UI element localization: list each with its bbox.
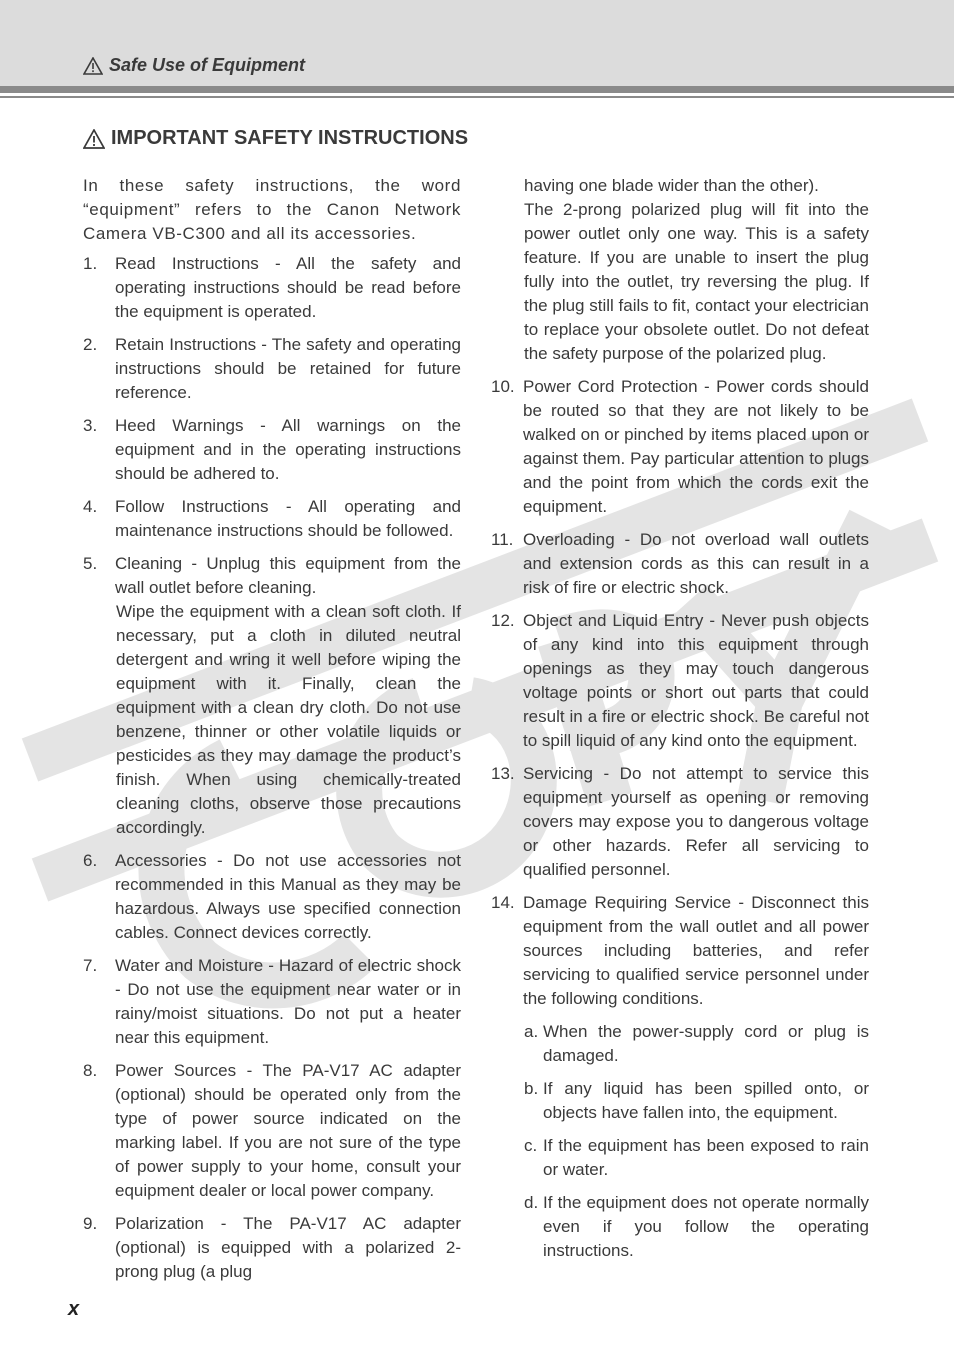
item-number: 3. [83, 416, 98, 435]
item-text: Polarization - The PA-V17 AC adapter (optional) is equipped with a polarized 2-prong plug (a plug [115, 1214, 461, 1281]
item-text: Power Sources - The PA-V17 AC adapter (optional) should be operated only from the type of power source indicated on the marking label. If you are not sure of the type of power supply to your home, consult your equipment dealer or local power company. [115, 1061, 461, 1200]
item-number: 12. [491, 611, 515, 630]
item-text: Object and Liquid Entry - Never push objects of any kind into this equipment through openings as they may touch dangerous voltage points or short out parts that could result in a fire or electric shock. Be careful not to spill liquid of any kind onto the equipment. [523, 611, 869, 750]
item-number: 9. [83, 1214, 98, 1233]
section-title-text: IMPORTANT SAFETY INSTRUCTIONS [111, 127, 469, 149]
item-number: 4. [83, 497, 98, 516]
list-item [83, 849, 461, 945]
sub-item-text: When the power-supply cord or plug is damaged. [543, 1022, 869, 1065]
sub-item-letter: c. [524, 1136, 538, 1155]
sub-list-item [524, 1191, 869, 1263]
left-column [83, 174, 461, 1293]
item-text: Follow Instructions - All operating and maintenance instructions should be followed. [115, 497, 461, 540]
sub-item-text: If any liquid has been spilled onto, or objects have fallen into, the equipment. [543, 1079, 869, 1122]
item-text: Heed Warnings - All warnings on the equipment and in the operating instructions should be adhered to. [115, 416, 461, 483]
item-number: 2. [83, 335, 98, 354]
item-text: Overloading - Do not overload wall outlets and extension cords as this can result in a risk of fire or electric shock. [523, 530, 869, 597]
list-item [83, 495, 461, 543]
item-continuation: having one blade wider than the other). [524, 176, 819, 195]
list-item [491, 891, 869, 1011]
item-text: Power Cord Protection - Power cords should be routed so that they are not likely to be walked on or pinched by items placed upon or against them. Pay particular attention to plugs and the point from which the cords exit the equipment. [523, 377, 869, 516]
section-title [83, 127, 468, 150]
list-item [83, 414, 461, 486]
item-text: Read Instructions - All the safety and operating instructions should be read before the equipment is operated. [115, 254, 461, 321]
list-item [491, 762, 869, 882]
header-title [83, 55, 305, 76]
list-item [83, 552, 461, 600]
item-continuation: The 2-prong polarized plug will fit into the power outlet only one way. This is a safety feature. If you are unable to insert the plug fully into the outlet, try reversing the plug. If the plug still fails to fit, contact your electrician to replace your obsolete outlet. Do not defeat the safety purpose of the polarized plug. [524, 200, 869, 363]
item-continuation: Wipe the equipment with a clean soft cloth. If necessary, put a cloth in diluted neutral detergent and wring it well before wiping the equipment with it. Finally, clean the equipment with a clean dry cloth. Do not use benzene, thinner or other volatile liquids or pesticides as they may damage the product’s finish. When using chemically-treated cleaning cloths, observe those precautions accordingly. [116, 602, 461, 837]
item-text: Water and Moisture - Hazard of electric shock - Do not use the equipment near water or in rainy/moist situations. Do not put a heater near this equipment. [115, 956, 461, 1047]
item-number: 7. [83, 956, 98, 975]
item-number: 11. [491, 530, 514, 549]
warning-triangle-icon [83, 129, 105, 149]
list-item [491, 375, 869, 519]
list-item [491, 609, 869, 753]
list-item [83, 1059, 461, 1203]
sub-list-item [524, 1134, 869, 1182]
sub-item-text: If the equipment does not operate normally even if you follow the operating instructions. [543, 1193, 869, 1260]
warning-triangle-icon [83, 57, 103, 75]
right-column [491, 174, 869, 1272]
sub-item-letter: d. [524, 1193, 539, 1212]
item-number: 13. [491, 764, 515, 783]
intro-paragraph: In these safety instructions, the word “equipment” refers to the Canon Network Camera VB-C300 and all its accessories. [83, 176, 461, 243]
list-item [83, 252, 461, 324]
item-number: 6. [83, 851, 98, 870]
sub-item-letter: a. [524, 1022, 539, 1041]
list-item [83, 333, 461, 405]
item-text: Cleaning - Unplug this equipment from the wall outlet before cleaning. [115, 554, 461, 597]
page-number: x [68, 1298, 80, 1320]
item-number: 14. [491, 893, 515, 912]
item-number: 5. [83, 554, 98, 573]
item-number: 10. [491, 377, 515, 396]
sub-item-letter: b. [524, 1079, 539, 1098]
sub-item-text: If the equipment has been exposed to rain or water. [543, 1136, 869, 1179]
item-text: Servicing - Do not attempt to service this equipment yourself as opening or removing covers may expose you to dangerous voltage or other hazards. Refer all servicing to qualified personnel. [523, 764, 869, 879]
item-text: Accessories - Do not use accessories not recommended in this Manual as they may be hazardous. Always use specified connection cables. Connect devices correctly. [115, 851, 461, 942]
sub-list-item [524, 1020, 869, 1068]
item-number: 1. [83, 254, 98, 273]
item-text: Retain Instructions - The safety and operating instructions should be retained for future reference. [115, 335, 461, 402]
item-text: Damage Requiring Service - Disconnect this equipment from the wall outlet and all power sources including batteries, and refer servicing to qualified service personnel under the following conditions. [523, 893, 869, 1008]
item-number: 8. [83, 1061, 98, 1080]
list-item [83, 954, 461, 1050]
header-title-text: Safe Use of Equipment [109, 55, 306, 75]
list-item [83, 1212, 461, 1284]
list-item [491, 528, 869, 600]
sub-list-item [524, 1077, 869, 1125]
